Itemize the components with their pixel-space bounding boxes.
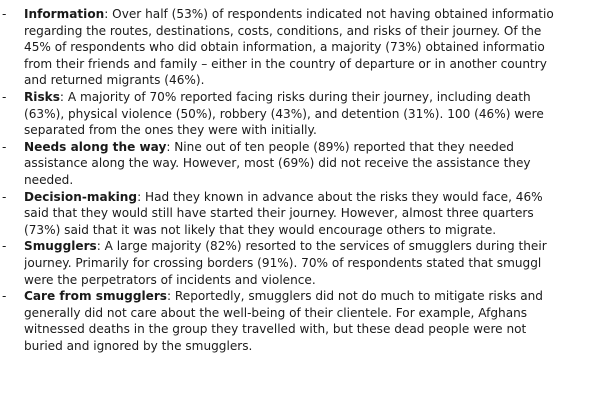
bullet-decision-making: [0, 189, 600, 239]
bullet-line: separated from the ones they were with initially.: [24, 123, 317, 138]
bullet-information: [0, 6, 600, 89]
bullet-line: said that they would still have started their journey. However, almost three quarters: [24, 206, 534, 221]
bullet-term: Information: [24, 7, 105, 21]
bullet-dash: -: [2, 7, 7, 21]
bullet-dash: -: [2, 139, 7, 154]
bullet-text: : Had they known in advance about the risks they would face, 46%: [137, 189, 543, 204]
bullet-text: : Reportedly, smugglers did not do much to mitigate risks and: [167, 289, 543, 304]
bullet-text: : Over half (53%) of respondents indicated not having obtained informatio: [104, 7, 554, 21]
bullet-line: [24, 139, 600, 156]
bullet-dash: -: [2, 239, 7, 254]
bullet-line: needed.: [24, 172, 74, 187]
bullet-line: [24, 189, 600, 206]
bullet-dash: -: [2, 289, 7, 304]
bullet-line: (73%) said that it was not likely that they would encourage others to migrate.: [24, 222, 497, 237]
bullet-line: from their friends and family – either in the country of departure or in another country: [24, 56, 547, 71]
bullet-dash: -: [2, 89, 7, 104]
bullet-line: [24, 238, 600, 255]
bullet-line: 45% of respondents who did obtain information, a majority (73%) obtained informatio: [24, 40, 545, 55]
bullet-line: witnessed deaths in the group they travelled with, but these dead people were not: [24, 322, 527, 337]
bullet-text: : Nine out of ten people (89%) reported that they needed: [166, 139, 514, 154]
bullet-line: generally did not care about the well-being of their clientele. For example, Afghans: [24, 305, 528, 320]
bullet-text: : A majority of 70% reported facing risks during their journey, including death: [59, 89, 531, 104]
bullet-dash: -: [2, 189, 7, 204]
bullet-line: [24, 89, 600, 106]
bullet-line: buried and ignored by the smugglers.: [24, 338, 253, 353]
bullet-line: [24, 6, 600, 23]
bullet-care-from-smugglers: [0, 288, 600, 354]
bullet-line: were the perpetrators of incidents and violence.: [24, 272, 316, 287]
bullet-line: (63%), physical violence (50%), robbery (43%), and detention (31%). 100 (46%) were: [24, 106, 544, 121]
bullet-term: Needs along the way: [24, 139, 167, 154]
bullet-smugglers: [0, 238, 600, 288]
bullet-risks: [0, 89, 600, 139]
document-body: [0, 6, 600, 354]
bullet-line: journey. Primarily for crossing borders (91%). 70% of respondents stated that smuggl: [24, 255, 542, 270]
bullet-line: assistance along the way. However, most (69%) did not receive the assistance they: [24, 156, 531, 171]
bullet-term: Smugglers: [24, 239, 97, 254]
bullet-text: : A large majority (82%) resorted to the services of smugglers during their: [96, 239, 547, 254]
bullet-line: regarding the routes, destinations, costs, conditions, and risks of their journey. Of the: [24, 23, 542, 38]
bullet-needs-along-the-way: [0, 139, 600, 189]
bullet-term: Decision-making: [24, 189, 138, 204]
bullet-term: Risks: [24, 89, 60, 104]
bullet-term: Care from smugglers: [24, 289, 167, 304]
bullet-line: and returned migrants (46%).: [24, 73, 205, 88]
bullet-line: [24, 288, 600, 305]
